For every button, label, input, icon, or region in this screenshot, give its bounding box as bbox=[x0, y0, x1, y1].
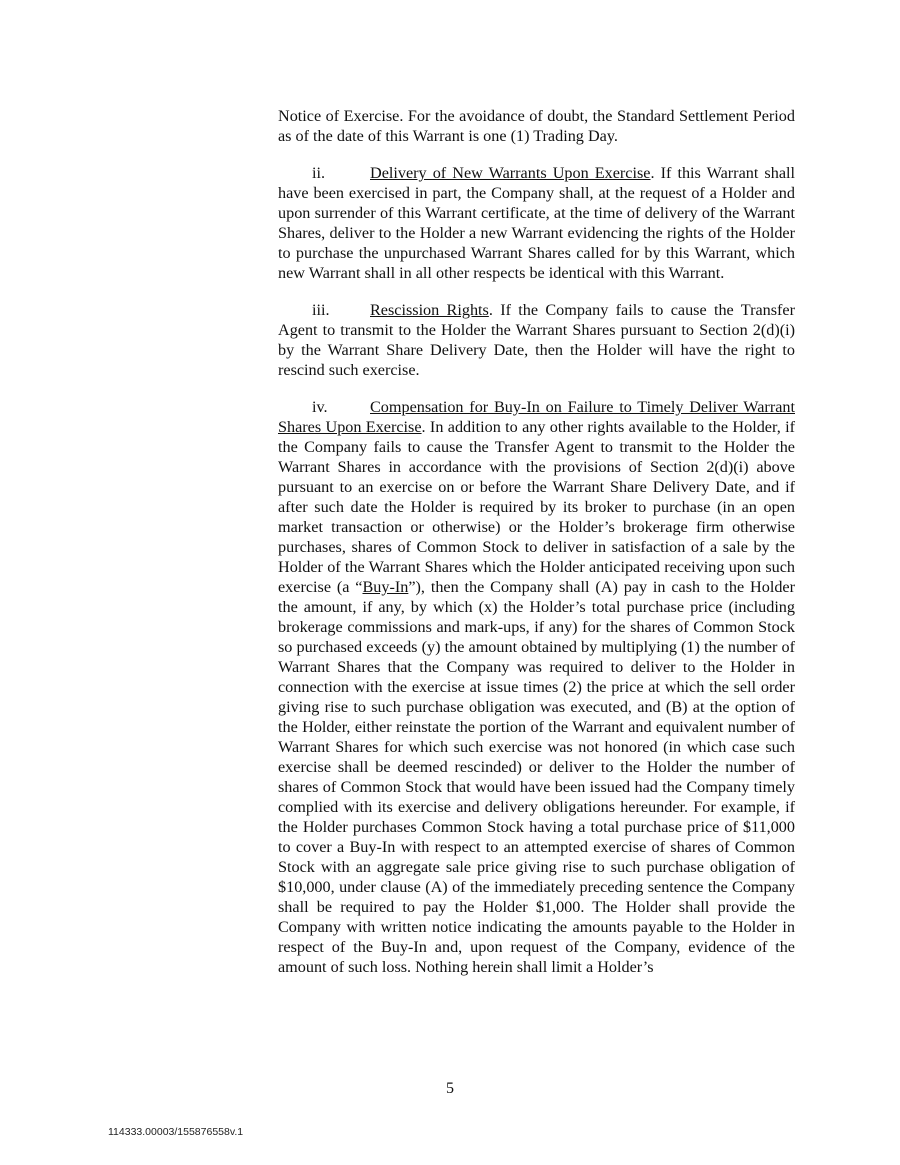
paragraph-text: Notice of Exercise. For the avoidance of doubt, the Standard Settlement Period as of the date of this Warrant is one (1) Trading Day. bbox=[278, 107, 795, 145]
section-text: . In addition to any other rights available to the Holder, if the Company fails to cause the Transfer Agent to transmit to the Holder the Warrant Shares in accordance with the provisions of Section 2(d)(i) above pursuant to an exercise on or before the Warrant Share Delivery Date, and if after such date the Holder is required by its broker to purchase (in an open market transaction or otherwise) or the Holder’s brokerage firm otherwise purchases, shares of Common Stock to deliver in satisfaction of a sale by the Holder of the Warrant Shares which the Holder anticipated receiving upon such exercise (a “ bbox=[278, 418, 796, 596]
defined-term: Buy-In bbox=[362, 578, 409, 596]
section-text-continued: ”), then the Company shall (A) pay in cash to the Holder the amount, if any, by which (x) the Holder’s total purchase price (including brokerage commissions and mark-ups, if any) for the shares of Common Stock so purchased exceeds (y) the amount obtained by multiplying (1) the number of Warrant Shares that the Company was required to deliver to the Holder in connection with the exercise at issue times (2) the price at which the sell order giving rise to such purchase obligation was executed, and (B) at the option of the Holder, either reinstate the portion of the Warrant and equivalent number of Warrant Shares for which such exercise was not honored (in which case such exercise shall be deemed rescinded) or deliver to the Holder the number of shares of Common Stock that would have been issued had the Company timely complied with its exercise and delivery obligations hereunder. For example, if the Holder purchases Common Stock having a total purchase price of $11,000 to cover a Buy-In with respect to an attempted exercise of shares of Common Stock with an aggregate sale price giving rise to such purchase obligation of $10,000, under clause (A) of the immediately preceding sentence the Company shall be required to pay the Holder $1,000. The Holder shall provide the Company with written notice indicating the amounts payable to the Holder in respect of the Buy-In and, upon request of the Company, evidence of the amount of such loss. Nothing herein shall limit a Holder’s bbox=[278, 578, 795, 976]
section-number: iv. bbox=[312, 398, 328, 416]
paragraph-continuation bbox=[278, 106, 795, 146]
section-heading: Compensation for Buy-In on Failure to Timely Deliver Warrant Shares Upon Exercise bbox=[278, 398, 795, 436]
section-iii bbox=[278, 300, 795, 380]
section-text: . If this Warrant shall have been exercised in part, the Company shall, at the request of a Holder and upon surrender of this Warrant certificate, at the time of delivery of the Warrant Shares, deliver to the Holder a new Warrant evidencing the rights of the Holder to purchase the unpurchased Warrant Shares called for by this Warrant, which new Warrant shall in all other respects be identical with this Warrant. bbox=[278, 164, 795, 282]
page-number: 5 bbox=[446, 1080, 454, 1097]
body-text bbox=[278, 106, 795, 994]
section-text: . If the Company fails to cause the Transfer Agent to transmit to the Holder the Warrant Shares pursuant to Section 2(d)(i) by the Warrant Share Delivery Date, then the Holder will have the right to rescind such exercise. bbox=[278, 301, 795, 379]
section-heading: Rescission Rights bbox=[370, 301, 489, 319]
section-iv bbox=[278, 397, 795, 977]
section-number: iii. bbox=[312, 301, 330, 319]
document-id: 114333.00003/155876558v.1 bbox=[108, 1126, 244, 1138]
section-heading: Delivery of New Warrants Upon Exercise bbox=[370, 164, 651, 182]
section-number: ii. bbox=[312, 164, 326, 182]
section-ii bbox=[278, 163, 795, 283]
